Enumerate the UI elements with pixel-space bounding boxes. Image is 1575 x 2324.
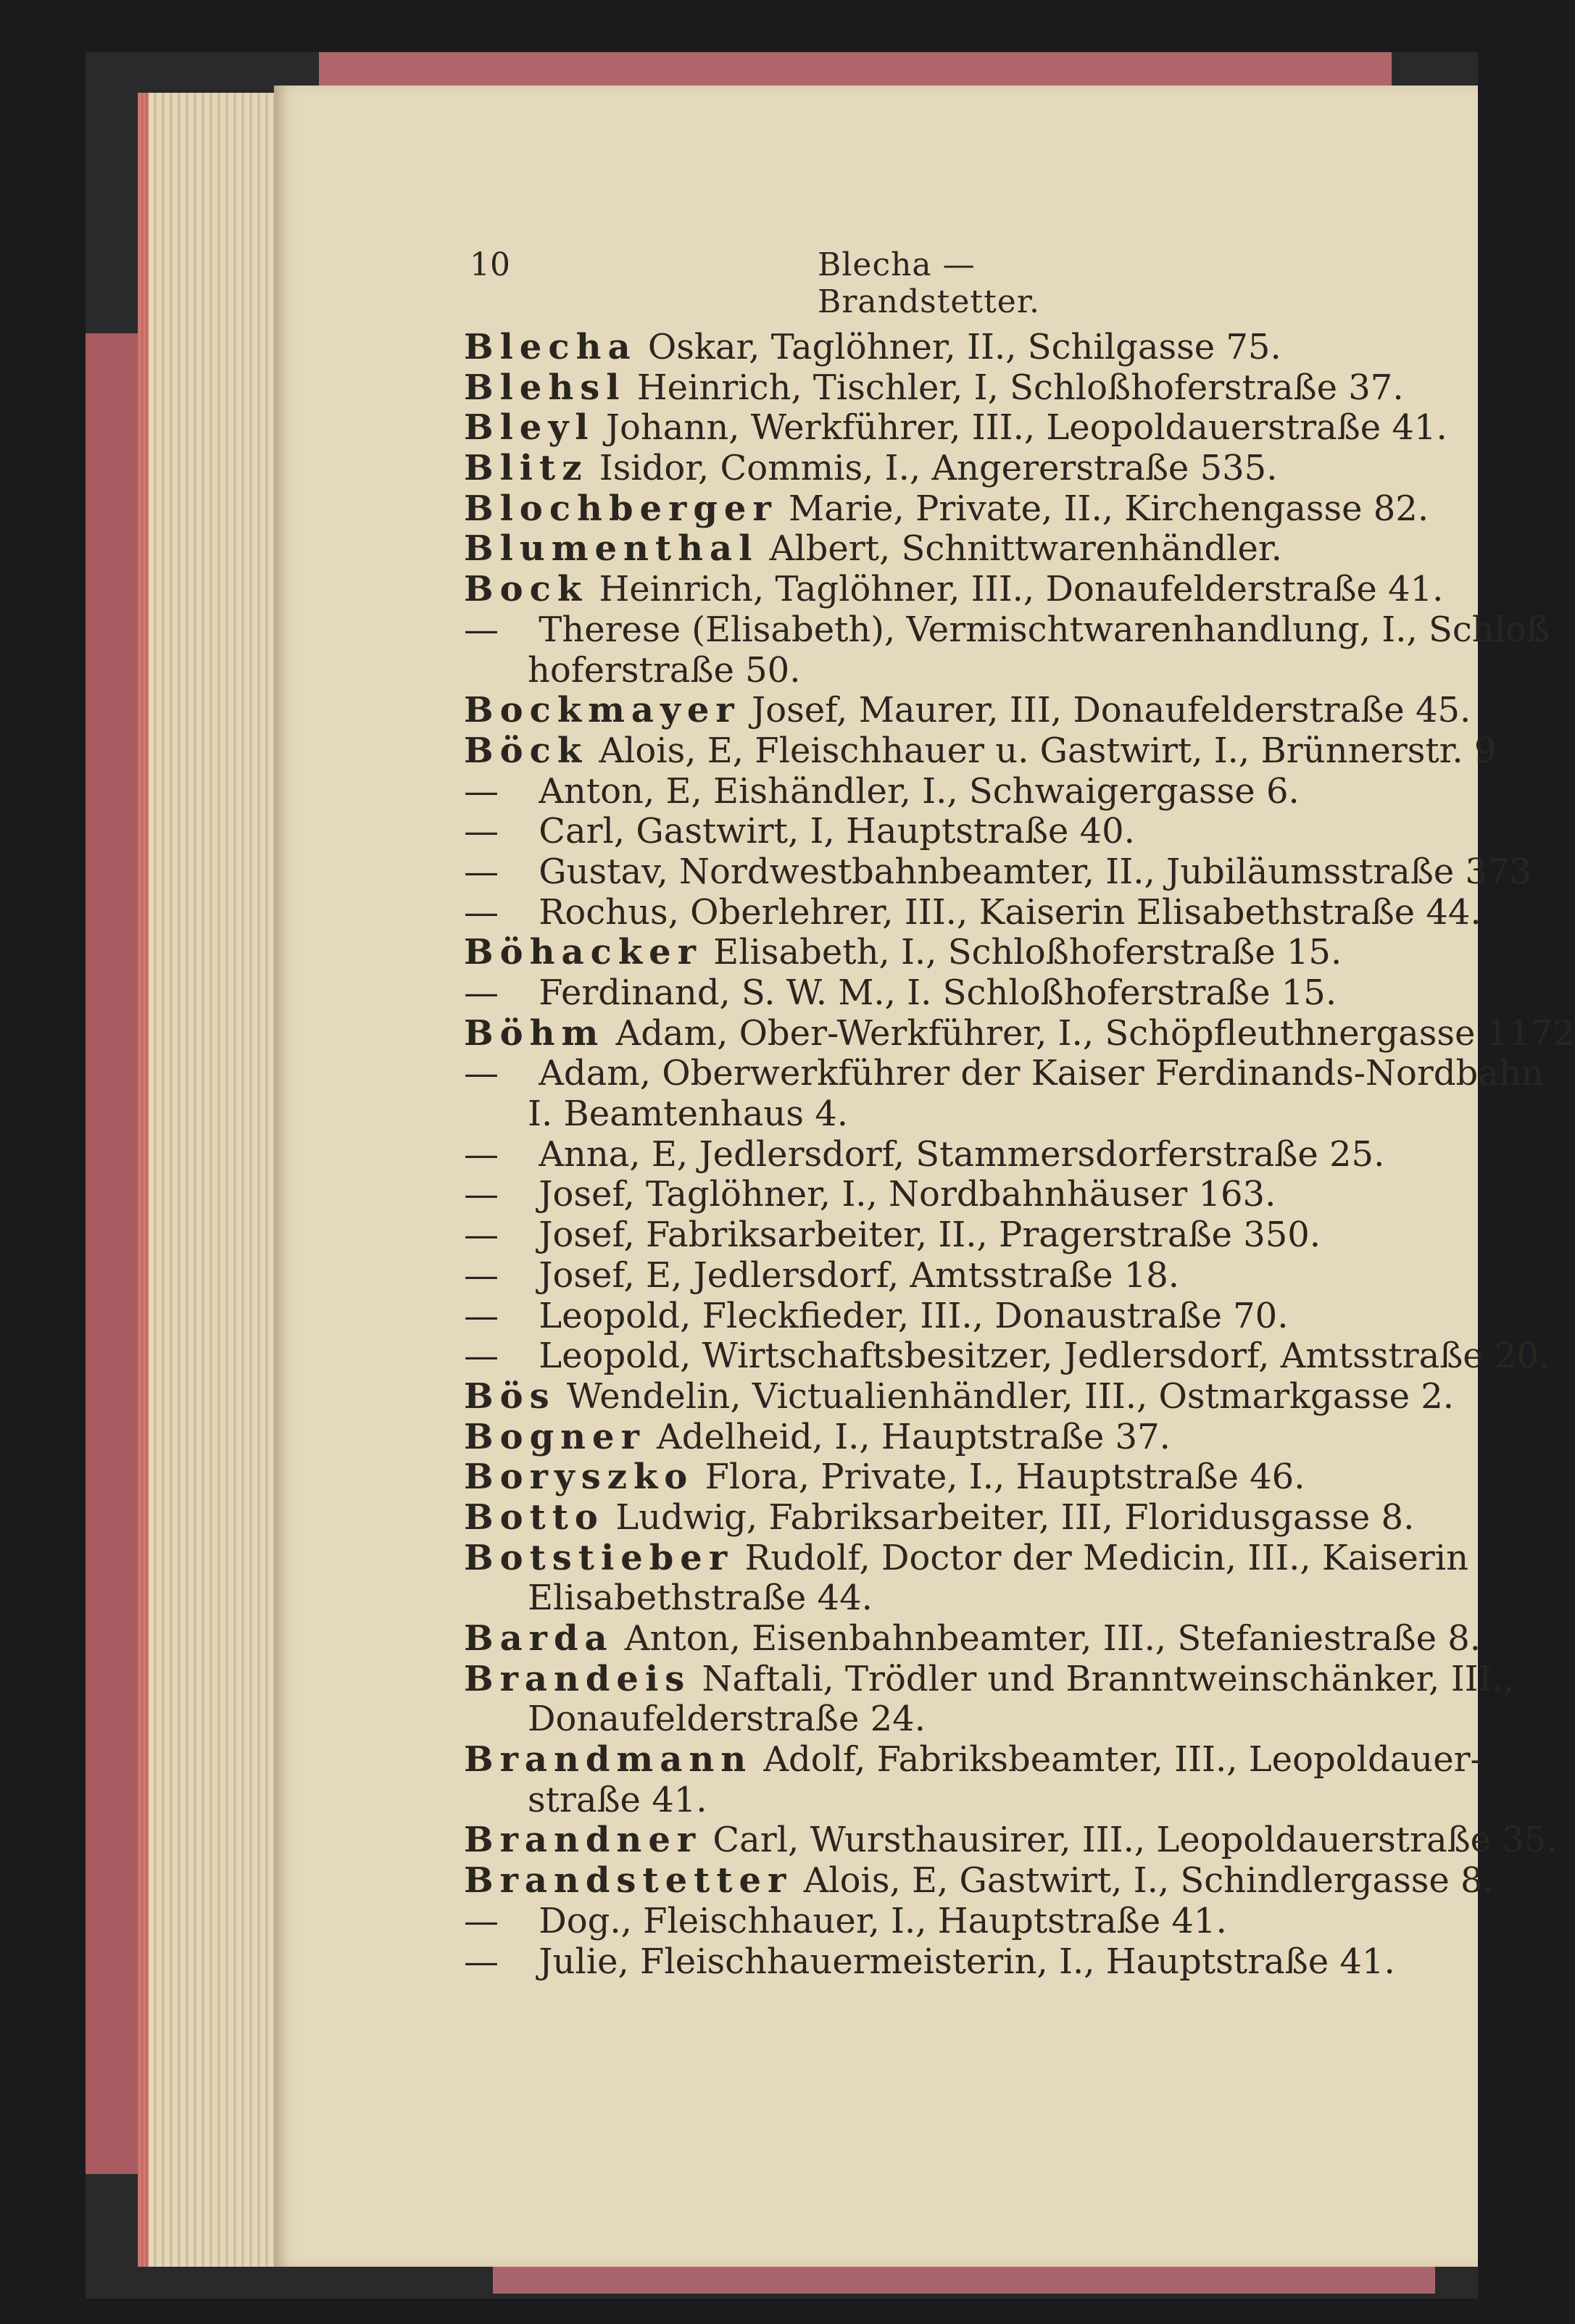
directory-entry bbox=[464, 1417, 1479, 1458]
ditto-dash: — bbox=[464, 1295, 499, 1336]
directory-entry bbox=[464, 1498, 1479, 1538]
ditto-dash: — bbox=[464, 1174, 499, 1215]
entry-surname: Brandstetter bbox=[464, 1860, 793, 1902]
entry-surname: Boryszko bbox=[464, 1457, 694, 1498]
entry-details: Heinrich, Taglöhner, III., Donaufelderstraße 41. bbox=[588, 569, 1444, 610]
entry-details: Josef, Maurer, III, Donaufelderstraße 45. bbox=[740, 690, 1471, 731]
directory-entry bbox=[464, 1012, 1575, 1054]
directory-entry bbox=[464, 730, 1497, 772]
ditto-dash: — bbox=[464, 891, 499, 933]
directory-entry bbox=[464, 1377, 1479, 1417]
entry-details: Josef, E, Jedlersdorf, Amtsstraße 18. bbox=[528, 1254, 1180, 1296]
entry-details: Alois, E, Gastwirt, I., Schindlergasse 8. bbox=[792, 1860, 1494, 1902]
page-number: 10 bbox=[470, 246, 510, 283]
entry-details: Anton, Eisenbahnbeamter, III., Stefaniestraße 8. bbox=[613, 1618, 1482, 1659]
directory-entry bbox=[464, 1618, 1482, 1659]
entry-surname: Blumenthal bbox=[464, 528, 759, 570]
entry-details: Therese (Elisabeth), Vermischtwarenhandlung, I., Schloß bbox=[528, 609, 1550, 650]
directory-entry bbox=[464, 1739, 1482, 1781]
directory-entry bbox=[464, 1658, 1515, 1700]
entry-details: Naftali, Trödler und Branntweinschänker, III., bbox=[691, 1658, 1515, 1699]
entry-details: Adolf, Fabriksbeamter, III., Leopoldauer- bbox=[752, 1739, 1482, 1781]
entry-details: Marie, Private, II., Kirchengasse 82. bbox=[777, 488, 1429, 529]
directory-entry bbox=[464, 1781, 1479, 1821]
entry-surname: Blehsl bbox=[464, 367, 626, 408]
directory-entry bbox=[464, 851, 1532, 893]
directory-entry bbox=[464, 812, 1479, 852]
entry-details: Josef, Fabriksarbeiter, II., Pragerstraße 350. bbox=[528, 1215, 1321, 1256]
entry-details: Ludwig, Fabriksarbeiter, III, Floridusgasse 8. bbox=[604, 1496, 1415, 1538]
directory-entry bbox=[464, 570, 1479, 610]
ditto-dash: — bbox=[464, 770, 499, 812]
directory-entry bbox=[464, 1538, 1479, 1579]
directory-entry bbox=[464, 609, 1550, 651]
entry-details: Oskar, Taglöhner, II., Schilgasse 75. bbox=[636, 327, 1281, 367]
entry-details: Josef, Taglöhner, I., Nordbahnhäuser 163. bbox=[528, 1174, 1276, 1215]
entry-details: Heinrich, Tischler, I, Schloßhoferstraße 37. bbox=[626, 367, 1404, 408]
entry-surname: Bockmayer bbox=[464, 690, 741, 731]
directory-entry bbox=[464, 1860, 1494, 1902]
directory-entry bbox=[464, 1175, 1479, 1215]
entry-details: Leopold, Wirtschaftsbesitzer, Jedlersdorf, Amtsstraße 20. bbox=[528, 1336, 1550, 1377]
entry-details: Wendelin, Victualienhändler, III., Ostmarkgasse 2. bbox=[555, 1375, 1455, 1417]
ditto-dash: — bbox=[464, 1336, 499, 1377]
entry-surname: Barda bbox=[464, 1618, 614, 1659]
page-header bbox=[470, 246, 1194, 320]
directory-entry bbox=[464, 368, 1479, 409]
directory-entry bbox=[464, 1578, 1479, 1619]
entry-surname: Böck bbox=[464, 730, 589, 771]
ditto-dash: — bbox=[464, 973, 499, 1013]
entry-surname: Bock bbox=[464, 569, 589, 610]
entry-surname: Bogner bbox=[464, 1416, 646, 1457]
cover-binding-bottom bbox=[493, 2265, 1435, 2294]
entry-details: Rudolf, Doctor der Medicin, III., Kaiserin bbox=[734, 1537, 1469, 1578]
entry-details: Anton, E, Eishändler, I., Schwaigergasse 6. bbox=[528, 770, 1300, 812]
entry-details: Adam, Oberwerkführer der Kaiser Ferdinands-Nordbahn bbox=[528, 1053, 1544, 1094]
entry-details: Elisabeth, I., Schloßhoferstraße 15. bbox=[702, 932, 1342, 973]
entry-details: Albert, Schnittwarenhändler. bbox=[758, 528, 1282, 570]
entry-details: Leopold, Fleckfieder, III., Donaustraße 70. bbox=[528, 1295, 1289, 1336]
entry-surname: Böhm bbox=[464, 1012, 605, 1054]
directory-entry bbox=[464, 973, 1479, 1014]
entry-details: Adelheid, I., Hauptstraße 37. bbox=[645, 1416, 1171, 1457]
entry-details: Johann, Werkführer, III., Leopoldauerstraße 41. bbox=[594, 407, 1447, 449]
directory-entry bbox=[464, 328, 1479, 368]
entry-details: Carl, Gastwirt, I, Hauptstraße 40. bbox=[528, 811, 1135, 852]
ditto-dash: — bbox=[464, 1900, 499, 1941]
entry-details: Isidor, Commis, I., Angererstraße 535. bbox=[588, 448, 1278, 489]
directory-entry bbox=[464, 1135, 1479, 1175]
directory-entries bbox=[464, 327, 1575, 2088]
entry-details: Alois, E, Fleischhauer u. Gastwirt, I., Brünnerstr. 9 bbox=[588, 730, 1497, 771]
entry-details: Dog., Fleischhauer, I., Hauptstraße 41. bbox=[528, 1900, 1227, 1941]
directory-entry bbox=[464, 1053, 1544, 1094]
entry-continuation: I. Beamtenhaus 4. bbox=[528, 1094, 849, 1135]
directory-entry bbox=[464, 1699, 1479, 1740]
directory-entry bbox=[464, 1902, 1479, 1942]
entry-surname: Bleyl bbox=[464, 407, 595, 449]
directory-entry bbox=[464, 449, 1479, 489]
entry-continuation: Elisabethstraße 44. bbox=[528, 1578, 873, 1619]
entry-surname: Brandeis bbox=[464, 1658, 691, 1699]
ditto-dash: — bbox=[464, 1053, 499, 1094]
entry-continuation: Donaufelderstraße 24. bbox=[528, 1699, 926, 1740]
entry-details: Flora, Private, I., Hauptstraße 46. bbox=[694, 1457, 1305, 1498]
entry-details: Anna, E, Jedlersdorf, Stammersdorferstraße 25. bbox=[528, 1133, 1385, 1175]
entry-surname: Blochberger bbox=[464, 488, 778, 529]
running-title: Blecha — Brandstetter. bbox=[818, 246, 1040, 320]
entry-surname: Botto bbox=[464, 1496, 604, 1538]
directory-entry bbox=[464, 1336, 1550, 1377]
entry-details: Carl, Wursthausirer, III., Leopoldauerstraße 35. bbox=[702, 1820, 1558, 1861]
ditto-dash: — bbox=[464, 851, 499, 892]
entry-surname: Botstieber bbox=[464, 1537, 734, 1578]
directory-entry bbox=[464, 1457, 1479, 1498]
ditto-dash: — bbox=[464, 1941, 499, 1982]
ditto-dash: — bbox=[464, 1254, 499, 1296]
directory-entry bbox=[464, 1215, 1479, 1256]
directory-entry bbox=[464, 408, 1479, 449]
directory-entry bbox=[464, 529, 1479, 570]
entry-surname: Brandmann bbox=[464, 1739, 753, 1781]
directory-entry bbox=[464, 1094, 1479, 1135]
page-stack bbox=[149, 93, 280, 2267]
directory-entry bbox=[464, 1942, 1479, 1983]
directory-entry bbox=[464, 1296, 1479, 1337]
entry-details: Adam, Ober-Werkführer, I., Schöpfleuthnergasse 1172 bbox=[604, 1012, 1575, 1054]
directory-entry bbox=[464, 691, 1479, 731]
entry-details: Gustav, Nordwestbahnbeamter, II., Jubiläumsstraße 373 bbox=[528, 851, 1532, 892]
entry-surname: Blitz bbox=[464, 448, 589, 489]
entry-details: Rochus, Oberlehrer, III., Kaiserin Elisabethstraße 44. bbox=[528, 891, 1482, 933]
directory-entry bbox=[464, 1820, 1558, 1861]
entry-surname: Brandner bbox=[464, 1820, 702, 1861]
directory-entry bbox=[464, 891, 1482, 933]
entry-details: Julie, Fleischhauermeisterin, I., Hauptstraße 41. bbox=[528, 1941, 1395, 1982]
ditto-dash: — bbox=[464, 1133, 499, 1175]
directory-entry bbox=[464, 651, 1479, 691]
directory-entry bbox=[464, 933, 1479, 973]
directory-entry bbox=[464, 772, 1479, 812]
entry-surname: Blecha bbox=[464, 327, 637, 367]
entry-details: Ferdinand, S. W. M., I. Schloßhoferstraße 15. bbox=[528, 973, 1337, 1013]
directory-entry bbox=[464, 1256, 1479, 1296]
entry-surname: Bös bbox=[464, 1375, 556, 1417]
ditto-dash: — bbox=[464, 811, 499, 852]
entry-continuation: straße 41. bbox=[528, 1779, 707, 1820]
entry-continuation: hoferstraße 50. bbox=[528, 649, 801, 691]
ditto-dash: — bbox=[464, 1215, 499, 1256]
directory-entry bbox=[464, 489, 1479, 530]
entry-surname: Böhacker bbox=[464, 932, 702, 973]
ditto-dash: — bbox=[464, 609, 499, 650]
